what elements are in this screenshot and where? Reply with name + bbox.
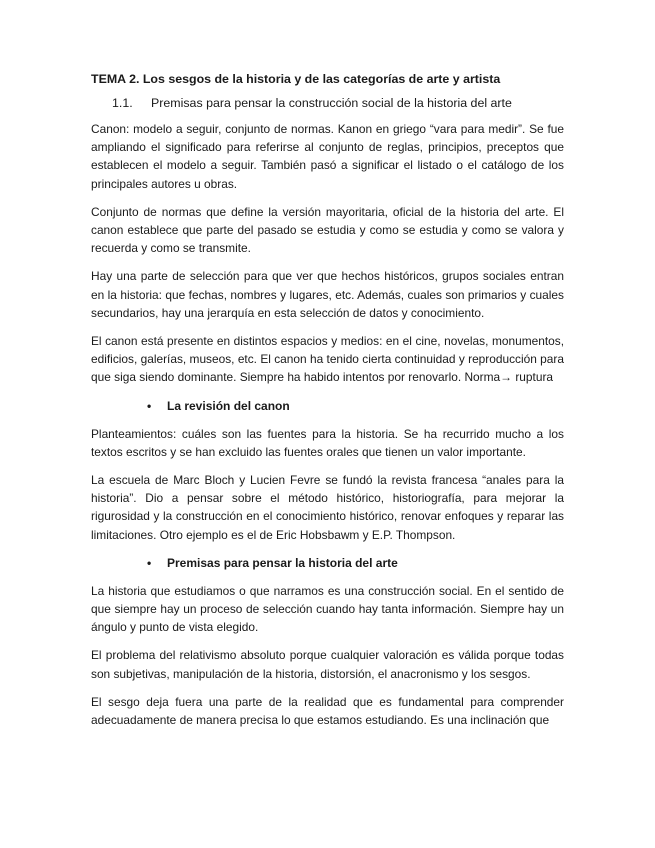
- paragraph-sources: Planteamientos: cuáles son las fuentes para la historia. Se ha recurrido mucho a los textos escritos y se han excluido las fuentes orales que tienen un valor importante.: [91, 426, 564, 459]
- section-heading-text: Premisas para pensar la construcción social de la historia del arte: [151, 96, 512, 110]
- bullet-heading-revision: [91, 397, 564, 415]
- paragraph-relativism: El problema del relativismo absoluto porque cualquier valoración es válida porque todas son subjetivas, manipulación de la historia, distorsión, el anacronismo y los sesgos.: [91, 648, 564, 681]
- paragraph-social-construction: La historia que estudiamos o que narramos es una construcción social. En el sentido de que siempre hay un proceso de selección cuando hay tanta información. Siempre hay un ángulo y punto de vista elegido.: [91, 583, 564, 635]
- bullet-marker: •: [147, 398, 152, 413]
- section-1-1-heading: [91, 94, 564, 112]
- bullet-heading-text: Premisas para pensar la historia del arte: [167, 555, 398, 570]
- paragraph-bias: El sesgo deja fuera una parte de la realidad que es fundamental para comprender adecuadamente de manera precisa lo que estamos estudiando. Es una inclinación que: [91, 694, 564, 728]
- document-title: TEMA 2. Los sesgos de la historia y de las categorías de arte y artista: [91, 72, 501, 86]
- paragraph-canon-definition: Canon: modelo a seguir, conjunto de normas. Kanon en griego “vara para medir”. Se fue ampliando el significado para referirse al conjunto de reglas, principios, preceptos que establecen el modelo a seguir. También pasó a significar el listado o el catálogo de los principales autores u obras.: [91, 122, 564, 191]
- paragraph-canon-spaces: El canon está presente en distintos espacios y medios: en el cine, novelas, monumentos, edificios, galerías, museos, etc. El canon ha tenido cierta continuidad y reproducción para que siga siendo dominante. Siempre ha habido intentos por renovarlo. Norma→ ruptura: [91, 334, 564, 385]
- section-number: 1.1.: [112, 96, 133, 110]
- document-page: [91, 70, 564, 739]
- bullet-heading-premises: [91, 554, 564, 572]
- paragraph-annales-school: La escuela de Marc Bloch y Lucien Fevre se fundó la revista francesa “anales para la historia”. Dio a pensar sobre el método histórico, historiografía, para mejorar la rigurosidad y la construcción en el conocimiento histórico, renovar enfoques y reparar las limitaciones. Otro ejemplo es el de Eric Hobsbawm y E.P. Thompson.: [91, 473, 564, 542]
- bullet-heading-text: La revisión del canon: [167, 398, 290, 413]
- bullet-marker: •: [147, 555, 152, 570]
- paragraph-canon-selection: Hay una parte de selección para que ver que hechos históricos, grupos sociales entran en la historia: que fechas, nombres y lugares, etc. Además, cuales son primarios y cuales secundarios, hay una jerarquía en esta selección de datos y conocimiento.: [91, 269, 564, 320]
- paragraph-canon-norms: Conjunto de normas que define la versión mayoritaria, oficial de la historia del arte. El canon establece que parte del pasado se estudia y como se estudia y como se valora y recuerda y como se transmite.: [91, 204, 564, 256]
